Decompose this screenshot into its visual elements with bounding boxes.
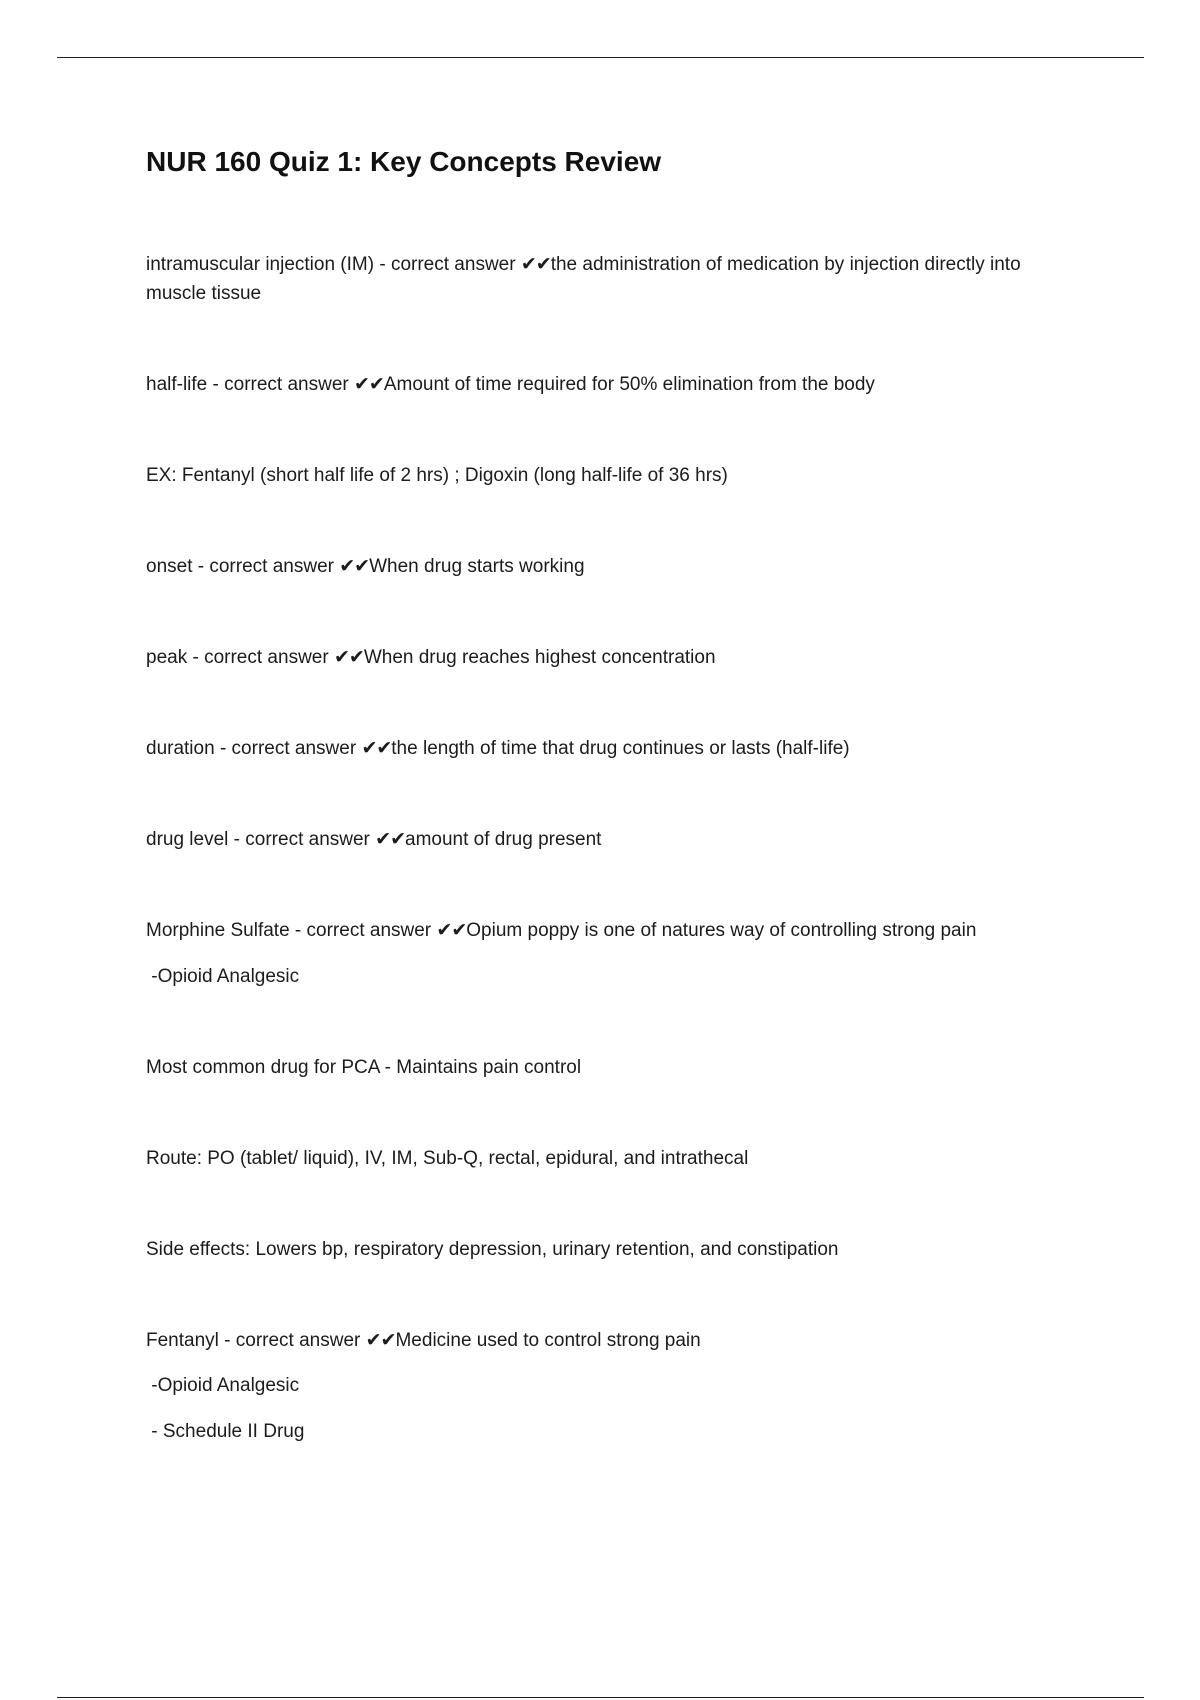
entry-separator: - correct answer [187,647,334,668]
entry-answer: the length of time that drug continues or lasts (half-life) [391,738,850,759]
entry-answer: the administration of medication by injection directly into muscle tissue [146,254,1021,304]
entry-answer: Opium poppy is one of natures way of controlling strong pain [466,920,977,941]
note-side-effects: Side effects: Lowers bp, respiratory depression, urinary retention, and constipation [146,1239,839,1260]
entry-term: Fentanyl [146,1330,219,1351]
entry-separator: - correct answer [289,920,437,941]
entry-answer: When drug starts working [369,556,585,577]
entry-separator: - correct answer [207,374,355,395]
entry-term: duration [146,738,215,759]
entry-half-life [146,370,875,399]
entry-fentanyl [146,1326,701,1355]
entry-separator: - correct answer [374,254,521,275]
entry-answer: When drug reaches highest concentration [363,647,716,668]
entry-sub-item: -Opioid Analgesic [146,966,300,987]
entry-separator: - correct answer [228,829,376,850]
check-marks-icon: ✔✔ [339,556,370,577]
entry-term: intramuscular injection (IM) [146,254,375,275]
note-pca: Most common drug for PCA - Maintains pain control [146,1057,582,1078]
check-marks-icon: ✔✔ [333,647,364,668]
entry-answer: amount of drug present [405,829,602,850]
entry-onset [146,552,585,581]
note-half-life-example: EX: Fentanyl (short half life of 2 hrs) ; Digoxin (long half-life of 36 hrs) [146,465,728,486]
entry-separator: - correct answer [218,1330,366,1351]
check-marks-icon: ✔✔ [520,254,551,275]
check-marks-icon: ✔✔ [436,920,467,941]
entry-duration [146,734,850,763]
entry-morphine-sulfate [146,916,976,945]
check-marks-icon: ✔✔ [375,829,405,850]
entry-term: drug level [146,829,229,850]
entry-drug-level [146,825,601,854]
entry-peak [146,643,716,672]
note-route: Route: PO (tablet/ liquid), IV, IM, Sub-Q, rectal, epidural, and intrathecal [146,1148,749,1169]
entry-term: peak [146,647,188,668]
entry-answer: Medicine used to control strong pain [395,1330,701,1351]
top-rule [57,57,1144,58]
check-marks-icon: ✔✔ [354,374,384,395]
entry-term: onset [146,556,193,577]
entry-term: Morphine Sulfate [146,920,290,941]
check-marks-icon: ✔✔ [361,738,392,759]
entry-separator: - correct answer [192,556,340,577]
entry-answer: Amount of time required for 50% elimination from the body [383,374,875,395]
check-marks-icon: ✔✔ [365,1330,396,1351]
entry-intramuscular-injection [146,250,1076,308]
entry-term: half-life [146,374,208,395]
document-title: NUR 160 Quiz 1: Key Concepts Review [146,146,662,177]
entry-sub-item: - Schedule II Drug [146,1421,305,1442]
bottom-rule [57,1697,1144,1698]
entry-separator: - correct answer [214,738,362,759]
entry-sub-item: -Opioid Analgesic [146,1375,300,1396]
